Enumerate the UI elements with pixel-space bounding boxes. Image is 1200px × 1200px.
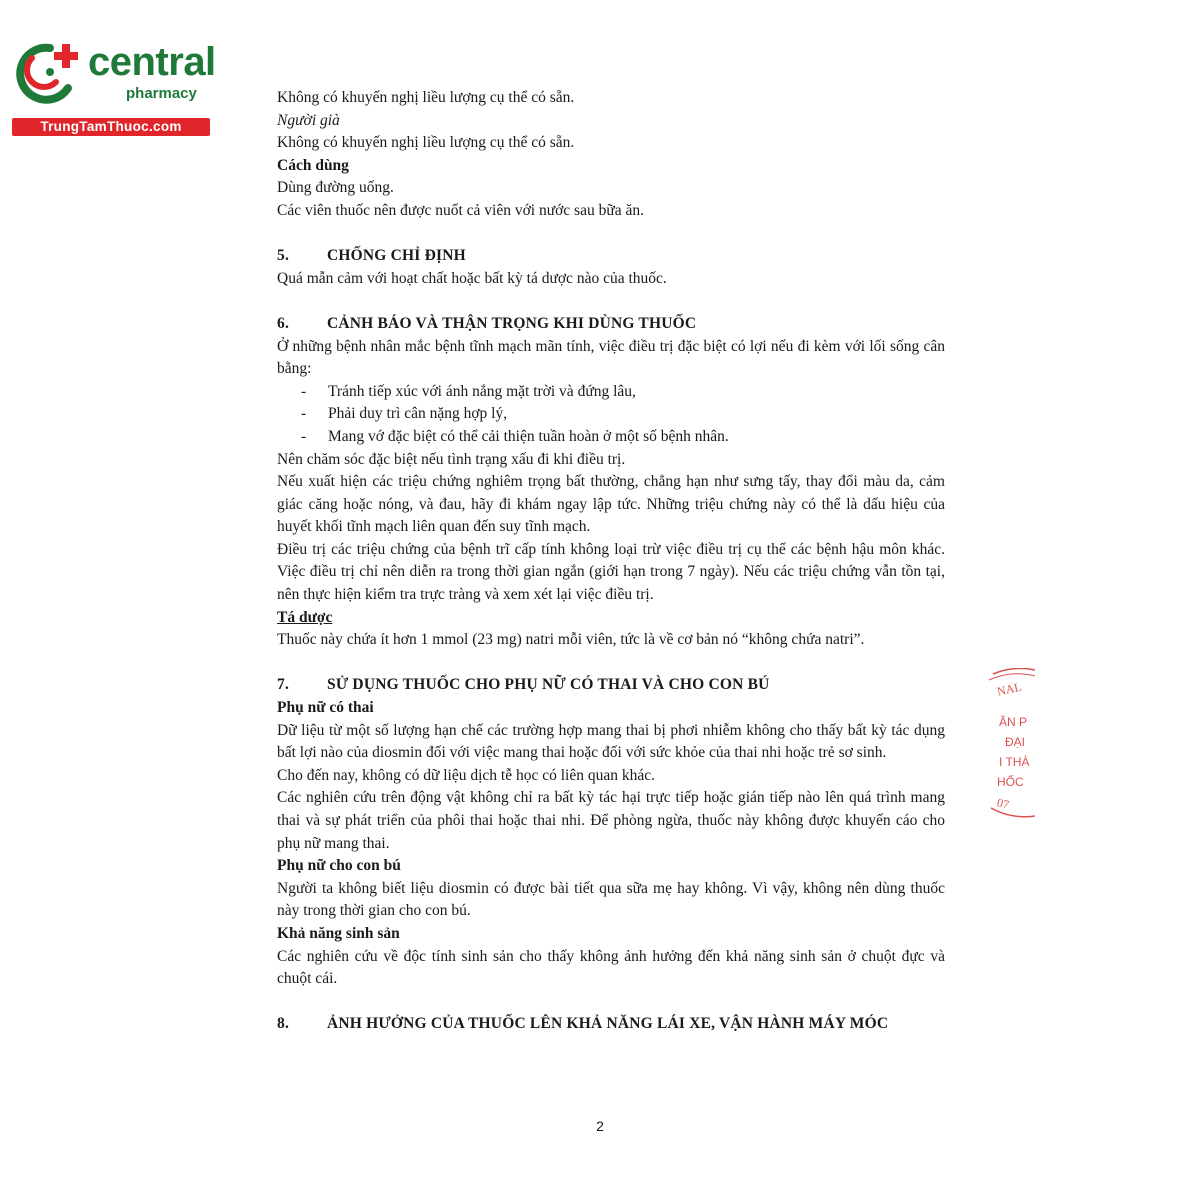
logo-subtitle: pharmacy bbox=[126, 85, 197, 102]
central-pharmacy-logo bbox=[10, 38, 220, 138]
section-6-heading: 6. CẢNH BÁO VÀ THẬN TRỌNG KHI DÙNG THUỐC bbox=[277, 314, 697, 332]
stamp-seal-icon bbox=[985, 668, 1035, 818]
page-number: 2 bbox=[596, 1118, 604, 1134]
stamp-text: 07 bbox=[995, 795, 1011, 812]
fertility-text: Các nghiên cứu về độc tính sinh sản cho thấy không ảnh hưởng đến khả năng sinh sản ở chuột đực và chuột cái. bbox=[277, 947, 945, 988]
pregnant-text-2: Cho đến nay, không có dữ liệu dịch tễ học có liên quan khác. bbox=[277, 766, 656, 784]
breastfeeding-text: Người ta không biết liệu diosmin có được bài tiết qua sữa mẹ hay không. Vì vậy, không nên dùng thuốc này trong thời gian cho con bú. bbox=[277, 879, 945, 920]
section-6-care-note: Nên chăm sóc đặc biệt nếu tình trạng xấu đi khi điều trị. bbox=[277, 450, 626, 468]
section-5-heading: 5. CHỐNG CHỈ ĐỊNH bbox=[277, 247, 466, 265]
official-stamp bbox=[985, 668, 1035, 818]
stamp-text: HỐC bbox=[997, 775, 1024, 789]
excipient-text: Thuốc này chứa ít hơn 1 mmol (23 mg) natri mỗi viên, tức là về cơ bản nó “không chứa natri”. bbox=[277, 631, 865, 649]
list-item: - Phải duy trì cân nặng hợp lý, bbox=[301, 405, 508, 423]
dosage-note: Không có khuyến nghị liều lượng cụ thể có sẵn. bbox=[277, 89, 575, 106]
pharmacy-logo-icon bbox=[10, 38, 84, 106]
list-item: - Tránh tiếp xúc với ánh nắng mặt trời và đứng lâu, bbox=[301, 382, 636, 400]
excipient-heading: Tá dược bbox=[277, 608, 333, 626]
list-item: - Mang vớ đặc biệt có thể cải thiện tuần hoàn ở một số bệnh nhân. bbox=[301, 427, 729, 445]
section-6-intro: Ở những bệnh nhân mắc bệnh tĩnh mạch mãn tính, việc điều trị đặc biệt có lợi nếu đi kèm với lối sống cân bằng: bbox=[277, 337, 945, 378]
pregnant-text-3: Các nghiên cứu trên động vật không chỉ ra bất kỳ tác hại trực tiếp hoặc gián tiếp nào lên quá trình mang thai và sự phát triển của phôi thai hoặc thai nhi. Để phòng ngừa, thuốc này không được khuyến cáo cho phụ nữ mang thai. bbox=[277, 789, 945, 852]
pregnant-heading: Phụ nữ có thai bbox=[277, 699, 374, 717]
stamp-text: NAL bbox=[995, 679, 1023, 699]
usage-instruction: Các viên thuốc nên được nuốt cả viên với nước sau bữa ăn. bbox=[277, 201, 645, 219]
usage-route: Dùng đường uống. bbox=[277, 179, 394, 197]
elderly-note: Không có khuyến nghị liều lượng cụ thể có sẵn. bbox=[277, 134, 575, 152]
document-body bbox=[277, 87, 945, 1036]
section-5-text: Quá mẫn cảm với hoạt chất hoặc bất kỳ tá dược nào của thuốc. bbox=[277, 269, 667, 287]
elderly-subheading: Người già bbox=[277, 111, 340, 129]
section-8-heading: 8. ẢNH HƯỞNG CỦA THUỐC LÊN KHẢ NĂNG LÁI XE, VẬN HÀNH MÁY MÓC bbox=[277, 1015, 889, 1033]
breastfeeding-heading: Phụ nữ cho con bú bbox=[277, 857, 401, 875]
logo-site-url[interactable]: TrungTamThuoc.com bbox=[12, 118, 210, 136]
fertility-heading: Khả năng sinh sản bbox=[277, 924, 400, 942]
pregnant-text-1: Dữ liệu từ một số lượng hạn chế các trường hợp mang thai bị phơi nhiễm không cho thấy bất kỳ tác dụng bất lợi nào của diosmin đối với việc mang thai hoặc đối với sức khỏe của thai nhi hoặc trẻ sơ sinh. bbox=[277, 721, 945, 762]
logo-brand: central bbox=[88, 40, 216, 84]
stamp-text: ĐẠI bbox=[1005, 735, 1026, 749]
section-6-symptoms: Nếu xuất hiện các triệu chứng nghiêm trọng bất thường, chẳng hạn như sưng tấy, thay đổi màu da, cảm giác căng hoặc nóng, và đau, hãy đi khám ngay lập tức. Những triệu chứng này có thể là dấu hiệu của huyết khối tĩnh mạch liên quan đến suy tĩnh mạch. bbox=[277, 473, 945, 536]
usage-heading: Cách dùng bbox=[277, 156, 349, 174]
section-6-hemorrhoids: Điều trị các triệu chứng của bệnh trĩ cấp tính không loại trừ việc điều trị cụ thể các bệnh hậu môn khác. Việc điều trị chỉ nên diễn ra trong thời gian ngắn (giới hạn trong 7 ngày). Nếu các triệu chứng vẫn tồn tại, nên thực hiện kiểm tra trực tràng và xem xét lại việc điều trị. bbox=[277, 540, 945, 604]
section-7-heading: 7. SỬ DỤNG THUỐC CHO PHỤ NỮ CÓ THAI VÀ CHO CON BÚ bbox=[277, 676, 770, 694]
stamp-text: ĂN P bbox=[999, 715, 1028, 729]
stamp-text: I THÀ bbox=[999, 755, 1030, 769]
